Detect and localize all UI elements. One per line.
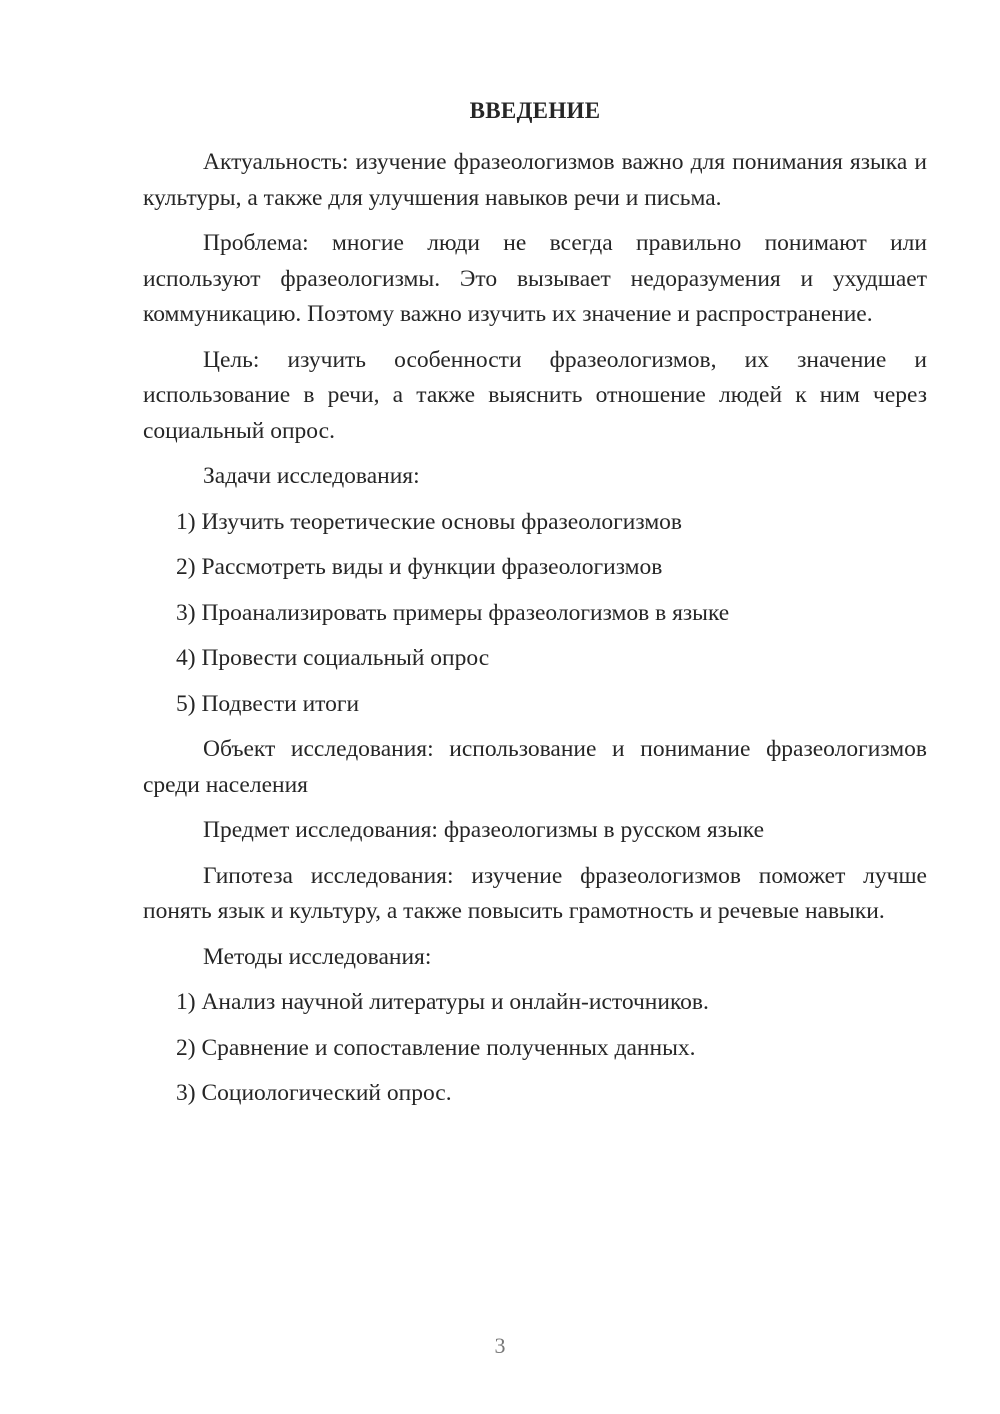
list-item: 5) Подвести итоги [176,690,360,717]
page-number: 3 [494,1333,506,1358]
methods-list [143,985,927,1112]
tasks-title: Задачи исследования: [203,463,420,489]
section-heading: ВВЕДЕНИЕ [469,98,601,123]
goal-paragraph: Цель: изучить особенности фразеологизмов, их значение и использование в речи, а также выяснить отношение людей к ним через социальный опрос. [143,346,927,444]
list-item: 2) Сравнение и сопоставление полученных данных. [176,1034,696,1061]
list-item: 2) Рассмотреть виды и функции фразеологизмов [176,554,663,580]
object-paragraph: Объект исследования: использование и понимание фразеологизмов среди населения [143,736,927,798]
relevance-paragraph: Актуальность: изучение фразеологизмов важно для понимания языка и культуры, а также для улучшения навыков речи и письма. [143,149,927,211]
hypothesis-paragraph: Гипотеза исследования: изучение фразеологизмов поможет лучше понять язык и культуру, а также повысить грамотность и речевые навыки. [143,862,927,924]
methods-title: Методы исследования: [203,943,432,970]
list-item: 3) Проанализировать примеры фразеологизмов в языке [176,599,730,626]
problem-paragraph: Проблема: многие люди не всегда правильно понимают или используют фразеологизмы. Это вызывает недоразумения и ухудшает коммуникацию. Поэтому важно изучить их значение и распространение. [143,230,927,327]
subject-paragraph: Предмет исследования: фразеологизмы в русском языке [203,817,764,843]
list-item: 3) Социологический опрос. [176,1080,452,1106]
tasks-list [143,505,927,723]
list-item: 1) Анализ научной литературы и онлайн-источников. [176,989,709,1015]
list-item: 4) Провести социальный опрос [176,645,490,671]
list-item: 1) Изучить теоретические основы фразеологизмов [176,508,683,535]
document-body [143,93,927,1122]
